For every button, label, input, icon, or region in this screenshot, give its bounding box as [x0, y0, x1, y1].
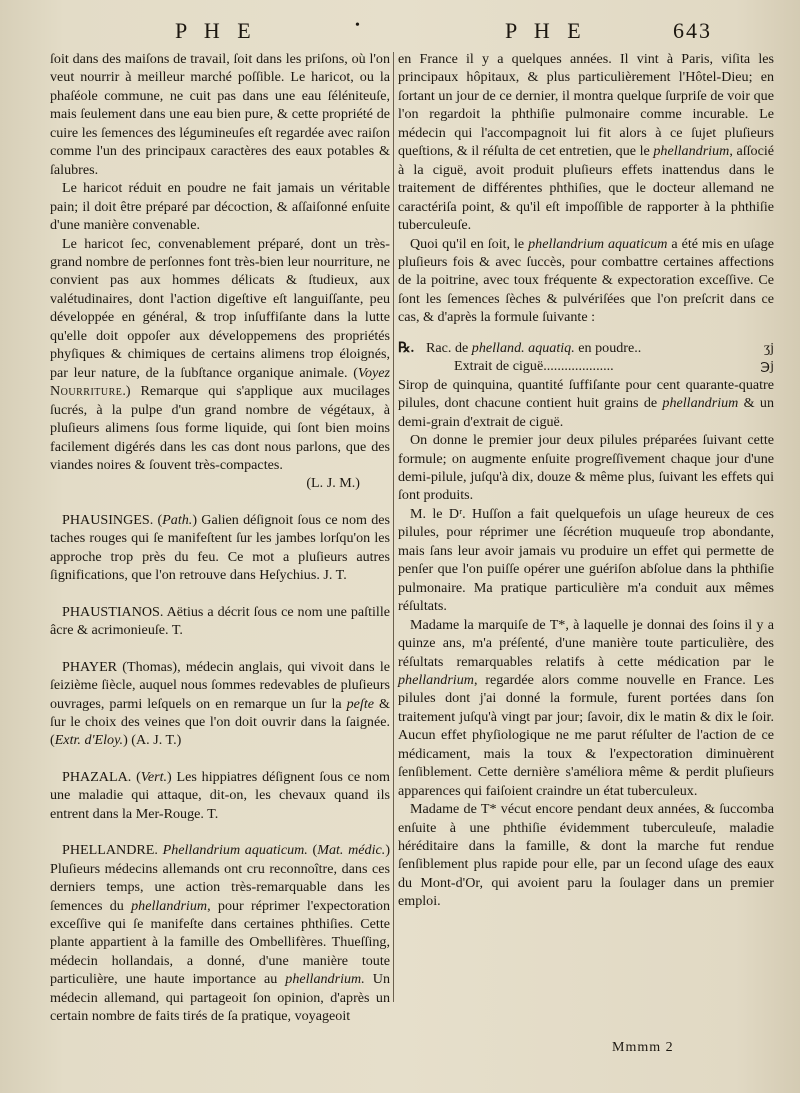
entry-phaustianos: PHAUSTIANOS. Aëtius a décrit ſous ce nom une paſtille âcre & acrimonieuſe. T. — [50, 603, 390, 639]
right-running-head: P H E — [505, 18, 587, 43]
page-number: 643 — [673, 18, 712, 43]
printer-signature-mark: Mmmm 2 — [612, 1040, 674, 1055]
entry-phausinges: PHAUSINGES. (Path.) Galien déſignoit ſous ce nom des taches rouges qui ſe manifeſtent ſur les jambes lorſqu'on les approche trop près du feu. Ce mot a pluſieurs autres ſignifications, que l'on retrouve dans Heſychius. J. T. — [50, 511, 390, 584]
paragraph-husson: M. le Dʳ. Huſſon a fait quelquefois un uſage heureux de ces pilules, pour réprimer une ſécrétion muqueuſe trop abondante, mais ſans leur avoir jamais vu produire un effet qui permette de penſer que l'on puiſſe opérer une guériſon abſolue dans la phthiſie pulmonaire. Ma pratique particulière m'a conduit aux mêmes réſultats. — [398, 505, 774, 615]
paragraph-haricot-poudre: Le haricot réduit en poudre ne fait jamais un véritable pain; il doit être préparé par décoction, & aſſaiſonné enſuite d'une manière convenable. — [50, 180, 390, 234]
dose-drachm: ʒj — [763, 339, 774, 356]
entry-phazala: PHAZALA. (Vert.) Les hippiatres déſignent ſous ce nom une maladie qui attaque, dit-on, les chevaux quand ils entrent dans la Mer-Rouge. T. — [50, 768, 390, 822]
paragraph-usage: Quoi qu'il en ſoit, le phellandrium aquaticum a été mis en uſage pluſieurs fois & avec ſuccès, pour combattre certaines affections de la poitrine, avec toux fréquente & expectoration exceſſive. Ce ſont les ſemences ſèches & pulvériſées que l'on preſcrit dans ce cas, & d'après la formule ſuivante : — [398, 235, 774, 326]
left-running-head: P H E — [175, 18, 257, 43]
column-rule — [393, 52, 394, 1002]
right-column — [398, 50, 774, 911]
entry-phayer: PHAYER (Thomas), médecin anglais, qui vivoit dans le ſeizième ſiècle, auquel nous ſommes redevables de pluſieurs ouvrages, parmi leſquels on en remarque un ſur la peſte & ſur le choix des veines que l'on doit ouvrir dans la ſaignée. (Extr. d'Eloy.) (A. J. T.) — [50, 658, 390, 749]
paragraph-haricot-continued: ſoit dans des maiſons de travail, ſoit dans les priſons, où l'on veut nourrir à meilleur marché poſſible. Le haricot, ou la phaſéole commune, ne cuit pas dans une eau ſéléniteuſe, mais ſeulement dans une eau bien pure, & cette propriété de cuire les ſemences des légumineuſes eſt regardée avec raiſon comme l'un des principaux caractères des eaux potables & ſalubres. — [50, 51, 390, 178]
paragraph-sirop: Sirop de quinquina, quantité ſuffiſante pour cent quarante-quatre pilules, dont chacune contient huit grains de phellandrium & un demi-grain d'extrait de ciguë. — [398, 376, 774, 430]
paragraph-phellandre-continued: en France il y a quelques années. Il vint à Paris, viſita les principaux hôpitaux, & plus particulièrement l'Hôtel-Dieu; en ſortant un jour de ce dernier, il montra quelque ſurpriſe de voir que l'on regardoit la phthiſie pulmonaire comme incurable. Le médecin qui l'accompagnoit lui fit alors à ce ſujet pluſieurs queſtions, & il réſulta de cet entretien, que le phellandrium, aſſocié à la ciguë, avoit produit pluſieurs effets inattendus dans le traitement de différentes phthiſies, que le docteur allemand ne caractériſa point, & qu'il eſt impoſſible de rapporter à la phthiſie tuberculeuſe. — [398, 51, 775, 234]
entry-phellandre: PHELLANDRE. Phellandrium aquaticum. (Mat. médic.) Pluſieurs médecins allemands ont cru reconnoître, dans ces derniers temps, une action très-remarquable dans les ſemences du phellandrium, pour réprimer l'expectoration exceſſive qui ſe manifeſte dans certaines phthiſies. Cette plante appartient à la famille des Ombellifères. Thueſſing, médecin hollandais, a donné, d'une manière toute particulière, une haute importance au phellandrium. Un médecin allemand, qui partageoit ſon opinion, d'après un certain nombre de faits tirés de ſa pratique, voyageoit — [50, 842, 391, 1025]
header-ornament: • — [355, 18, 366, 33]
paragraph-marquise: Madame la marquiſe de T*, à laquelle je donnai des ſoins il y a quinze ans, m'a préſenté, d'une manière toute particulière, des réſultats remarquables relatifs à cette médication par le phellandrium, regardée alors comme nouvelle en France. Les pilules dont j'ai donné la formule, furent portées dans ſon traitement juſqu'à vingt par jour; ſavoir, dix le matin & dix le ſoir. Aucun effet phyſiologique ne me parut réſulter de l'action de ce médicament, mais la toux & l'expectoration diminuèrent ſenſiblement. Cette dernière s'améliora même & perdit pluſieurs apparences qui faiſoient craindre un état tuberculeux. — [398, 616, 774, 799]
recipe-symbol: ℞. — [398, 339, 415, 356]
paragraph-haricot-sec: Le haricot ſec, convenablement préparé, dont un très-grand nombre de perſonnes font très-bien leur nourriture, ne convient pas aux hommes délicats & ſtudieux, aux valétudinaires, dont l'action digeſtive eſt languiſſante, peu développée en général, & trop inſuffiſante dans la lutte qu'elle doit oppoſer aux développemens des propriétés phyſiques & chimiques de certains alimens trop éloignés, par leur nature, de la ſubſtance organique animale. (Voyez Nourriture.) Remarque qui s'applique aux mucilages ſucrés, à la pulpe d'un grand nombre de végétaux, à pluſieurs alimens ſous forme liquide, qui ſont bien moins facilement digérés dans les cas dont nous parlons, que des viandes noires & ſouvent très-compactes. — [50, 235, 390, 473]
paragraph-madame-t: Madame de T* vécut encore pendant deux années, & ſuccomba enſuite à une phthiſie évidemment tuberculeuſe, maladie héréditaire dans la famille, & dont la marche fut rendue ſenſiblement plus rapide pour elle, par un ſecond uſage des eaux du Mont-d'Or, qui avoient paru la ſoulager dans un premier emploi. — [398, 801, 774, 910]
dose-scruple: ℈j — [760, 358, 774, 375]
running-header — [0, 14, 800, 46]
recipe-line-extract: Extrait de ciguë.................... ℈j — [454, 358, 774, 375]
cross-reference: Nourriture — [50, 383, 123, 400]
paragraph-dosage: On donne le premier jour deux pilules préparées ſuivant cette formule; on augmente enſuite progreſſivement chaque jour d'une demi-pilule, juſqu'à dix, douze & même plus, ſuivant les effets qui ſont produits. — [398, 432, 774, 504]
author-signature: (L. J. M.) — [306, 475, 360, 492]
left-column — [50, 50, 390, 1026]
recipe-line-root: ℞. Rac. de phelland. aquatiq. en poudre.. ʒj — [398, 339, 774, 356]
